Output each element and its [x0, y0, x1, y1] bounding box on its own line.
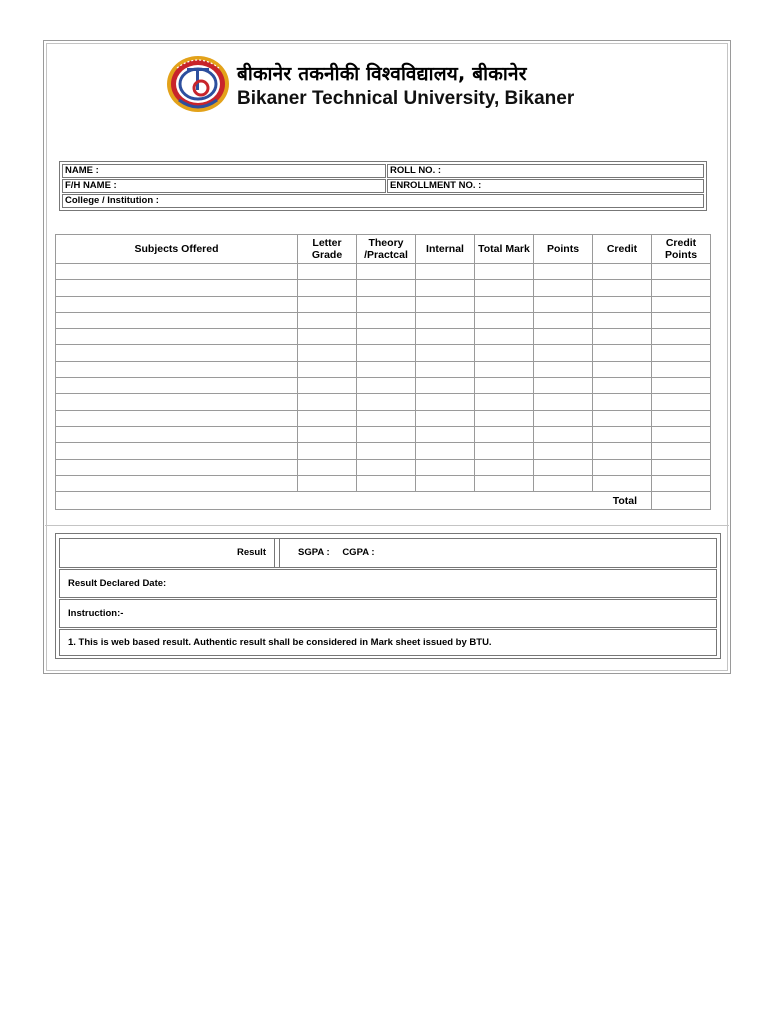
table-cell: [416, 475, 475, 491]
table-cell: [357, 264, 416, 280]
total-row: [56, 492, 711, 510]
table-cell: [475, 426, 534, 442]
table-cell: [357, 475, 416, 491]
table-cell: [56, 459, 298, 475]
table-cell: [534, 312, 593, 328]
table-cell: [56, 345, 298, 361]
table-row: [56, 329, 711, 345]
instruction-heading: Instruction:-: [59, 599, 717, 628]
table-row: [56, 394, 711, 410]
table-cell: [298, 345, 357, 361]
table-cell: [593, 329, 652, 345]
table-cell: [652, 410, 711, 426]
table-cell: [298, 296, 357, 312]
table-cell: [593, 296, 652, 312]
table-cell: [56, 296, 298, 312]
table-cell: [416, 459, 475, 475]
table-cell: [56, 410, 298, 426]
enrollment-number-field: ENROLLMENT NO. :: [387, 179, 704, 193]
marksheet-inner: [46, 43, 728, 671]
col-internal: Internal: [416, 235, 475, 264]
cgpa-label: CGPA :: [342, 547, 375, 558]
sgpa-label: SGPA :: [298, 547, 330, 558]
table-cell: [475, 475, 534, 491]
table-cell: [534, 378, 593, 394]
table-cell: [298, 426, 357, 442]
table-cell: [298, 394, 357, 410]
table-cell: [475, 280, 534, 296]
table-cell: [652, 329, 711, 345]
table-cell: [416, 378, 475, 394]
table-cell: [475, 312, 534, 328]
table-cell: [357, 361, 416, 377]
table-cell: [534, 475, 593, 491]
table-cell: [298, 361, 357, 377]
table-cell: [534, 264, 593, 280]
table-cell: [416, 426, 475, 442]
table-cell: [416, 329, 475, 345]
table-row: [56, 280, 711, 296]
table-cell: [534, 443, 593, 459]
table-cell: [652, 426, 711, 442]
table-cell: [298, 410, 357, 426]
table-cell: [593, 264, 652, 280]
student-info-table: [59, 161, 707, 211]
table-cell: [357, 394, 416, 410]
table-cell: [534, 410, 593, 426]
table-cell: [475, 394, 534, 410]
table-row: [56, 426, 711, 442]
table-cell: [534, 394, 593, 410]
table-cell: [652, 394, 711, 410]
table-cell: [56, 280, 298, 296]
table-cell: [652, 459, 711, 475]
table-row: [56, 459, 711, 475]
table-row: [56, 475, 711, 491]
university-seal-icon: [165, 54, 231, 114]
table-row: [56, 264, 711, 280]
col-letter-grade: Letter Grade: [298, 235, 357, 264]
table-cell: [593, 280, 652, 296]
col-points: Points: [534, 235, 593, 264]
subjects-table: [55, 234, 711, 510]
subjects-header-row: [56, 235, 711, 264]
table-cell: [357, 443, 416, 459]
table-cell: [357, 280, 416, 296]
table-cell: [56, 443, 298, 459]
table-cell: [56, 361, 298, 377]
table-cell: [416, 312, 475, 328]
col-subjects-offered: Subjects Offered: [56, 235, 298, 264]
table-cell: [357, 378, 416, 394]
table-cell: [357, 345, 416, 361]
table-cell: [652, 264, 711, 280]
table-row: [56, 345, 711, 361]
table-cell: [652, 378, 711, 394]
col-credit-points: Credit Points: [652, 235, 711, 264]
result-declared-date: Result Declared Date:: [59, 569, 717, 598]
university-name-hindi: बीकानेर तकनीकी विश्वविद्यालय, बीकानेर: [237, 63, 527, 85]
table-cell: [298, 443, 357, 459]
table-cell: [56, 426, 298, 442]
table-cell: [416, 280, 475, 296]
table-cell: [534, 280, 593, 296]
table-cell: [593, 394, 652, 410]
table-row: [56, 378, 711, 394]
table-cell: [593, 361, 652, 377]
table-row: [56, 410, 711, 426]
table-cell: [416, 296, 475, 312]
roll-number-field: ROLL NO. :: [387, 164, 704, 178]
table-cell: [534, 426, 593, 442]
table-row: [56, 443, 711, 459]
table-cell: [593, 475, 652, 491]
table-cell: [652, 443, 711, 459]
university-name-english: Bikaner Technical University, Bikaner: [237, 88, 575, 109]
table-cell: [298, 280, 357, 296]
table-cell: [416, 410, 475, 426]
result-row: [59, 538, 717, 568]
table-cell: [56, 329, 298, 345]
table-cell: [357, 459, 416, 475]
table-cell: [298, 378, 357, 394]
table-cell: [475, 296, 534, 312]
table-cell: [652, 280, 711, 296]
total-credit-points-cell: [652, 492, 711, 510]
table-cell: [534, 459, 593, 475]
table-cell: [475, 329, 534, 345]
table-cell: [298, 329, 357, 345]
table-cell: [357, 410, 416, 426]
table-cell: [593, 378, 652, 394]
table-cell: [593, 410, 652, 426]
table-cell: [652, 475, 711, 491]
table-cell: [534, 329, 593, 345]
college-field: College / Institution :: [62, 194, 704, 208]
table-cell: [357, 329, 416, 345]
table-cell: [475, 378, 534, 394]
table-cell: [593, 312, 652, 328]
table-row: [56, 312, 711, 328]
table-cell: [357, 312, 416, 328]
table-row: [56, 361, 711, 377]
table-cell: [56, 378, 298, 394]
col-total-mark: Total Mark: [475, 235, 534, 264]
table-cell: [56, 312, 298, 328]
table-cell: [357, 296, 416, 312]
table-cell: [416, 394, 475, 410]
table-row: [56, 296, 711, 312]
table-cell: [652, 296, 711, 312]
table-cell: [652, 361, 711, 377]
table-cell: [593, 345, 652, 361]
table-cell: [475, 361, 534, 377]
total-label: Total: [56, 492, 652, 510]
table-cell: [56, 394, 298, 410]
gpa-cell: [279, 539, 716, 567]
table-cell: [475, 443, 534, 459]
father-name-field: F/H NAME :: [62, 179, 386, 193]
marksheet-frame: [43, 40, 731, 674]
col-credit: Credit: [593, 235, 652, 264]
table-cell: [593, 426, 652, 442]
table-cell: [652, 345, 711, 361]
table-cell: [56, 475, 298, 491]
table-cell: [593, 459, 652, 475]
result-label: Result: [60, 539, 275, 567]
table-cell: [534, 296, 593, 312]
table-cell: [475, 264, 534, 280]
table-cell: [416, 361, 475, 377]
col-theory-practical: Theory /Practcal: [357, 235, 416, 264]
table-cell: [593, 443, 652, 459]
table-cell: [357, 426, 416, 442]
table-cell: [298, 312, 357, 328]
table-cell: [298, 475, 357, 491]
table-cell: [416, 443, 475, 459]
table-cell: [475, 410, 534, 426]
section-divider: [45, 525, 729, 526]
university-header: [165, 52, 585, 114]
table-cell: [534, 361, 593, 377]
table-cell: [416, 345, 475, 361]
table-cell: [56, 264, 298, 280]
instruction-text: 1. This is web based result. Authentic result shall be considered in Mark sheet issued by BTU.: [59, 629, 717, 656]
table-cell: [475, 459, 534, 475]
table-cell: [475, 345, 534, 361]
table-cell: [298, 264, 357, 280]
table-cell: [298, 459, 357, 475]
table-cell: [534, 345, 593, 361]
result-box: [55, 533, 721, 659]
table-cell: [416, 264, 475, 280]
name-field: NAME :: [62, 164, 386, 178]
table-cell: [652, 312, 711, 328]
